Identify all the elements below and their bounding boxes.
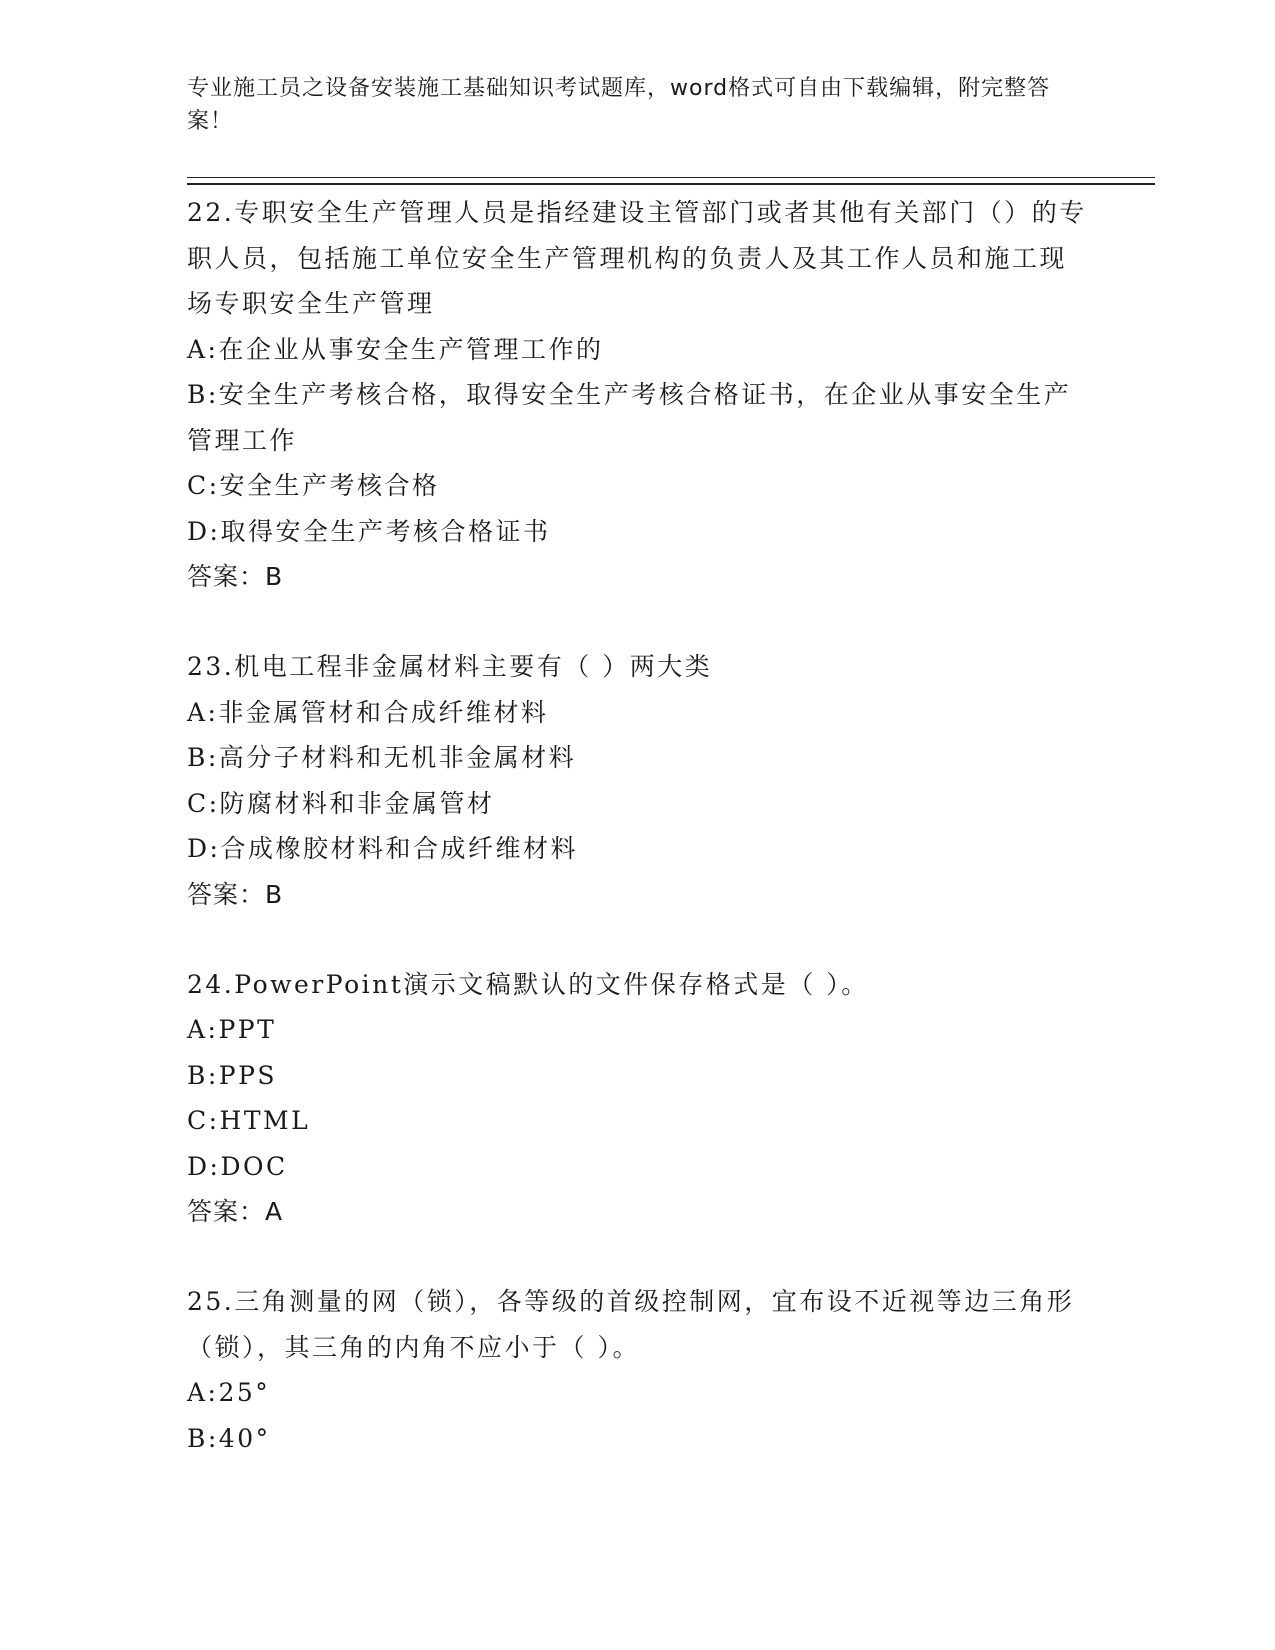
answer-line: 答案：B bbox=[187, 562, 284, 591]
answer-line: 答案：B bbox=[187, 879, 284, 909]
question-text: 25.三角测量的网（锁），各等级的首级控制网，宜布设不近视等边三角形（锁），其三角的内角不应小于（ ）。 bbox=[187, 1287, 1075, 1362]
question-text: 23.机电工程非金属材料主要有（ ）两大类 bbox=[187, 652, 713, 681]
document-title: 专业施工员之设备安装施工基础知识考试题库，word格式可自由下载编辑，附完整答案！ bbox=[187, 76, 1051, 134]
option-a: A:在企业从事安全生产管理工作的 bbox=[187, 334, 604, 364]
document-header bbox=[187, 72, 1067, 138]
header-divider-thin bbox=[187, 177, 1155, 178]
question-text: 24.PowerPoint演示文稿默认的文件保存格式是（ ）。 bbox=[187, 969, 869, 999]
option-c: C:HTML bbox=[187, 1106, 311, 1135]
question-24 bbox=[187, 962, 1087, 1236]
option-c: C:防腐材料和非金属管材 bbox=[187, 788, 495, 818]
option-b: B:高分子材料和无机非金属材料 bbox=[187, 743, 577, 772]
option-b: B:安全生产考核合格，取得安全生产考核合格证书，在企业从事安全生产管理工作 bbox=[187, 380, 1072, 455]
question-22 bbox=[187, 190, 1087, 600]
option-b: B:40° bbox=[187, 1423, 271, 1453]
answer-line: 答案：A bbox=[187, 1197, 284, 1226]
option-d: D:取得安全生产考核合格证书 bbox=[187, 516, 551, 546]
option-a: A:非金属管材和合成纤维材料 bbox=[187, 697, 549, 727]
option-d: D:合成橡胶材料和合成纤维材料 bbox=[187, 834, 578, 863]
option-a: A:25° bbox=[187, 1378, 271, 1407]
option-d: D:DOC bbox=[187, 1151, 288, 1181]
option-b: B:PPS bbox=[187, 1060, 278, 1090]
question-25 bbox=[187, 1279, 1087, 1461]
question-text: 22.专职安全生产管理人员是指经建设主管部门或者其他有关部门（）的专职人员，包括施工单位安全生产管理机构的负责人及其工作人员和施工现场专职安全生产管理 bbox=[187, 198, 1087, 318]
question-23 bbox=[187, 644, 1087, 918]
option-a: A:PPT bbox=[187, 1015, 277, 1044]
header-divider-thick bbox=[187, 183, 1155, 185]
option-c: C:安全生产考核合格 bbox=[187, 471, 440, 500]
question-list bbox=[187, 190, 1087, 1505]
